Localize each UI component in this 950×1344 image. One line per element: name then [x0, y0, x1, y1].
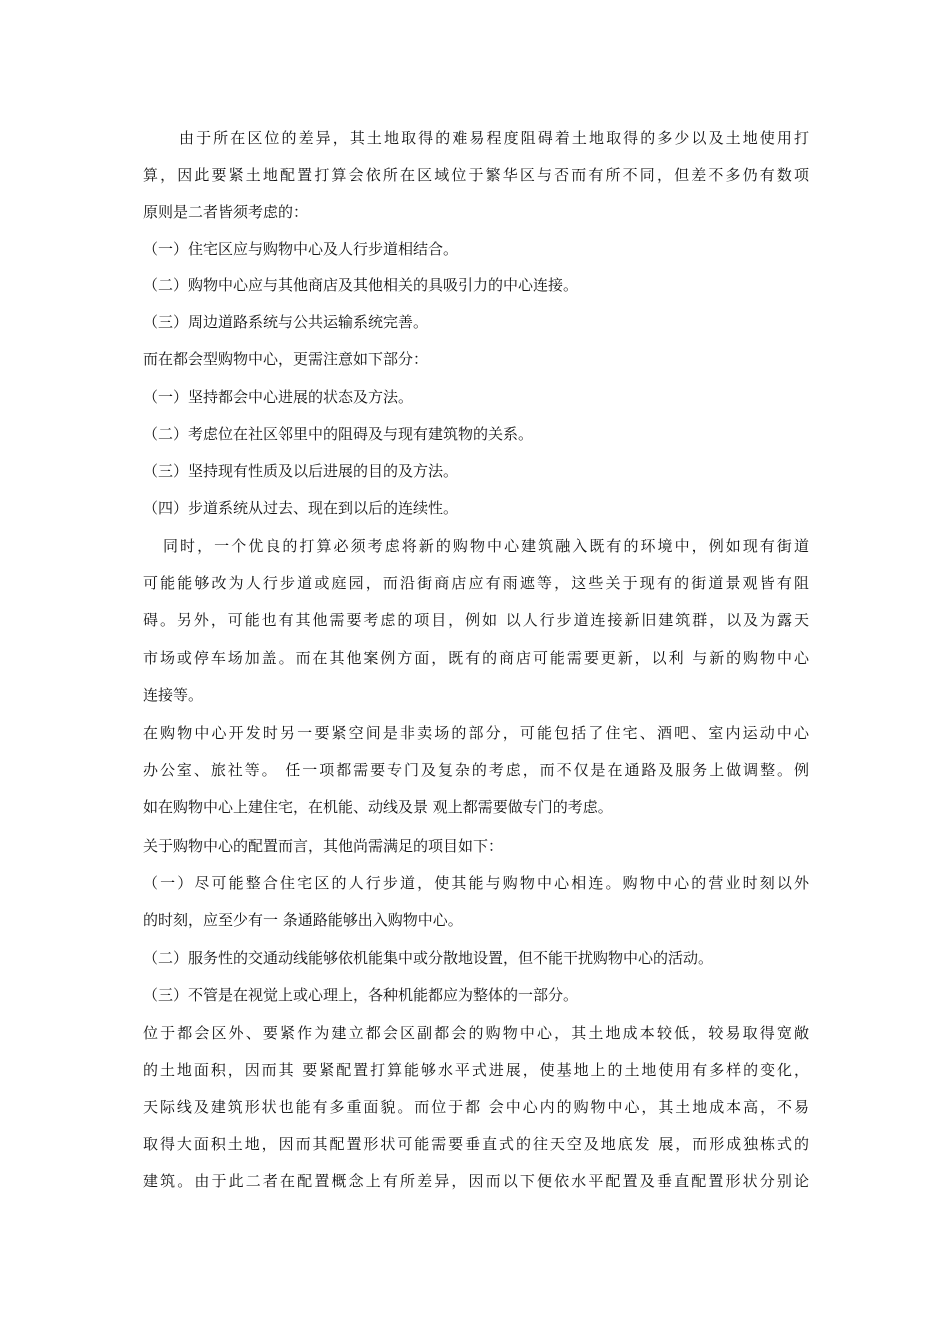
paragraph-line: 连接等。: [143, 686, 204, 704]
list-item: （一）尽可能整合住宅区的人行步道，使其能与购物中心相连。购物中心的营业时刻以外: [143, 874, 809, 892]
paragraph-line: 市场或停车场加盖。而在其他案例方面，既有的商店可能需要更新，以利 与新的购物中心: [143, 649, 809, 667]
paragraph-line: 关于购物中心的配置而言，其他尚需满足的项目如下：: [143, 837, 504, 855]
list-item: （一）住宅区应与购物中心及人行步道相结合。: [143, 240, 459, 258]
paragraph-line: 同时，一个优良的打算必须考虑将新的购物中心建筑融入既有的环境中，例如现有街道: [163, 537, 809, 555]
paragraph-line: 取得大面积土地，因而其配置形状可能需要垂直式的往天空及地底发 展，而形成独栋式的: [143, 1135, 809, 1153]
paragraph-line: 如在购物中心上建住宅，在机能、动线及景 观上都需要做专门的考虑。: [143, 798, 613, 816]
paragraph-line: 位于都会区外、要紧作为建立都会区副都会的购物中心，其土地成本较低，较易取得宽敞: [143, 1024, 809, 1042]
paragraph-line: 碍。另外，可能也有其他需要考虑的项目，例如 以人行步道连接新旧建筑群，以及为露天: [143, 611, 809, 629]
paragraph-line: 由于所在区位的差异，其土地取得的难易程度阻碍着土地取得的多少以及土地使用打: [179, 129, 809, 147]
list-item: 的时刻，应至少有一 条通路能够出入购物中心。: [143, 911, 463, 929]
paragraph-line: 建筑。由于此二者在配置概念上有所差异，因而以下便依水平配置及垂直配置形状分别论: [143, 1172, 809, 1190]
list-item: （二）购物中心应与其他商店及其他相关的具吸引力的中心连接。: [143, 276, 579, 294]
list-item: （一）坚持都会中心进展的状态及方法。: [143, 388, 414, 406]
paragraph-line: 可能能够改为人行步道或庭园，而沿街商店应有雨遮等，这些关于现有的街道景观皆有阻: [143, 574, 809, 592]
paragraph-line: 在购物中心开发时另一要紧空间是非卖场的部分，可能包括了住宅、酒吧、室内运动中心: [143, 724, 809, 742]
paragraph-line: 天际线及建筑形状也能有多重面貌。而位于都 会中心内的购物中心，其土地成本高，不易: [143, 1098, 809, 1116]
list-item: （三）不管是在视觉上或心理上，各种机能都应为整体的一部分。: [143, 986, 579, 1004]
paragraph-line: 算，因此要紧土地配置打算会依所在区域位于繁华区与否而有所不同，但差不多仍有数项: [143, 166, 809, 184]
paragraph-line: 的土地面积，因而其 要紧配置打算能够水平式进展，使基地上的土地使用有多样的变化，: [143, 1061, 809, 1079]
list-item: （三）坚持现有性质及以后进展的目的及方法。: [143, 462, 459, 480]
list-item: （二）服务性的交通动线能够依机能集中或分散地设置，但不能干扰购物中心的活动。: [143, 949, 714, 967]
paragraph-line: 原则是二者皆须考虑的：: [143, 203, 309, 221]
paragraph-line: 而在都会型购物中心，更需注意如下部分：: [143, 350, 429, 368]
paragraph-line: 办公室、旅社等。 任一项都需要专门及复杂的考虑，而不仅是在通路及服务上做调整。例: [143, 761, 809, 779]
list-item: （三）周边道路系统与公共运输系统完善。: [143, 313, 429, 331]
list-item: （二）考虑位在社区邻里中的阻碍及与现有建筑物的关系。: [143, 425, 534, 443]
list-item: （四）步道系统从过去、现在到以后的连续性。: [143, 499, 459, 517]
